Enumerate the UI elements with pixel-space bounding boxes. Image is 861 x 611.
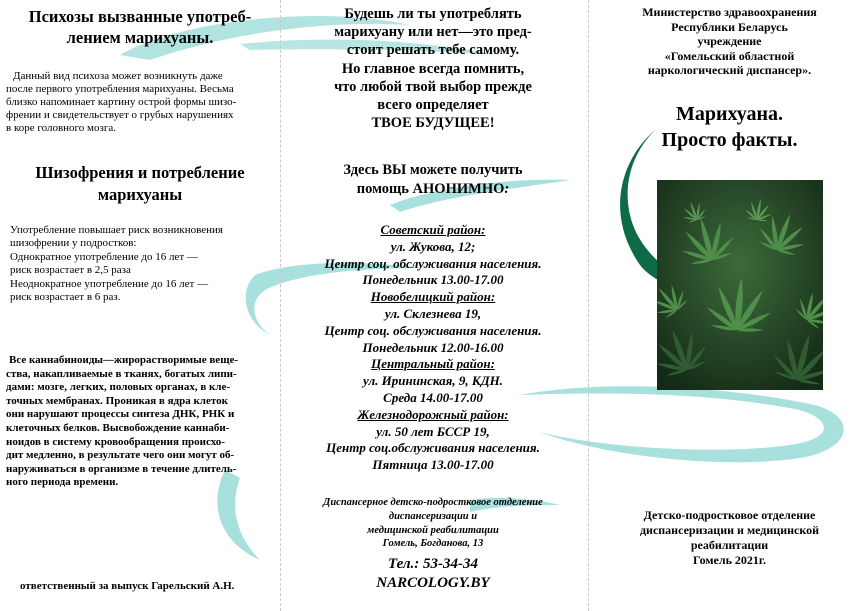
cannabis-photo (657, 180, 823, 390)
website: NARCOLOGY.BY (376, 575, 490, 591)
fold-line-2 (588, 0, 589, 611)
district-block: Советский район: ул. Жукова, 12; Центр соц. обслуживания населения. Понедельник 13.00-17.00 (324, 222, 542, 288)
help-heading: Здесь ВЫ можете получить помощь АНОНИМНО: (343, 162, 523, 197)
contacts (283, 555, 583, 593)
heading-schizophrenia: Шизофрения и потребление марихуаны (35, 163, 245, 204)
brochure-title: Марихуана. Просто факты. (661, 103, 798, 151)
heading-psychoses: Психозы вызванные употреб- лением марихуаны. (28, 7, 252, 47)
footer-responsible: ответственный за выпуск Гарельский А.Н. (20, 580, 235, 592)
paragraph-cannabinoids: Все каннабиноиды—жирорастворимые веще- ства, накапливаемые в тканях, богатых липи- дами: мозге, легких, половых органах, в кле- точных мембранах. Проникая в ядра клеток они нарушают процессы синтеза ДНК, РНК и клеточных белков. Высвобождение каннаби- ноидов в систему кровообращения происхо- дит медленно, в результате чего они могут об- наруживаться в организме в течение длитель- ного периода времени. (6, 354, 239, 489)
district-block: Новобелицкий район: ул. Склезнева 19, Центр соц. обслуживания населения. Понедельник 12.00-16.00 (324, 289, 542, 355)
fold-line-1 (280, 0, 281, 611)
paragraph-schizophrenia: Употребление повышает риск возникновения шизофрении у подростков: Однократное употребление до 16 лет — риск возрастает в 2,5 раза Неоднократное употребление до 16 лет — риск возрастает в 6 раз. (10, 224, 223, 304)
bottom-info: Детско-подростковое отделение диспансеризации и медицинской реабилитации Гомель 2021г. (639, 508, 820, 567)
phone-number: Тел.: 53-34-34 (387, 556, 479, 572)
left-panel (0, 0, 280, 611)
districts-list (283, 222, 583, 474)
paragraph-psychoses: Данный вид психоза может возникнуть даже после первого употребления марихуаны. Весьма близко напоминает картину острой формы шизо- френии и свидетельствует о грубых нарушениях в коре головного мозга. (6, 70, 237, 134)
middle-panel (283, 0, 583, 611)
dispensary-department: Диспансерное детско-подростковое отделение диспансеризации и медицинской реабилитации Гомель, Богданова, 13 (323, 497, 543, 550)
district-block: Центральный район: ул. Ирининская, 9, КДН. Среда 14.00-17.00 (363, 356, 503, 405)
district-block: Железнодорожный район: ул. 50 лет БССР 19, Центр соц.обслуживания населения. Пятница 13.00-17.00 (326, 406, 540, 473)
intro-text: Будешь ли ты употреблять марихуану или нет—это пред- стоит решать тебе самому. Но главное всегда помнить, что любой твой выбор прежде всего определяет ТВОЕ БУДУЩЕЕ! (334, 6, 532, 132)
organization-header: Министерство здравоохранения Республики Беларусь учреждение «Гомельский областной наркологический диспансер». (642, 5, 817, 78)
cannabis-leaves-illustration (657, 180, 823, 390)
